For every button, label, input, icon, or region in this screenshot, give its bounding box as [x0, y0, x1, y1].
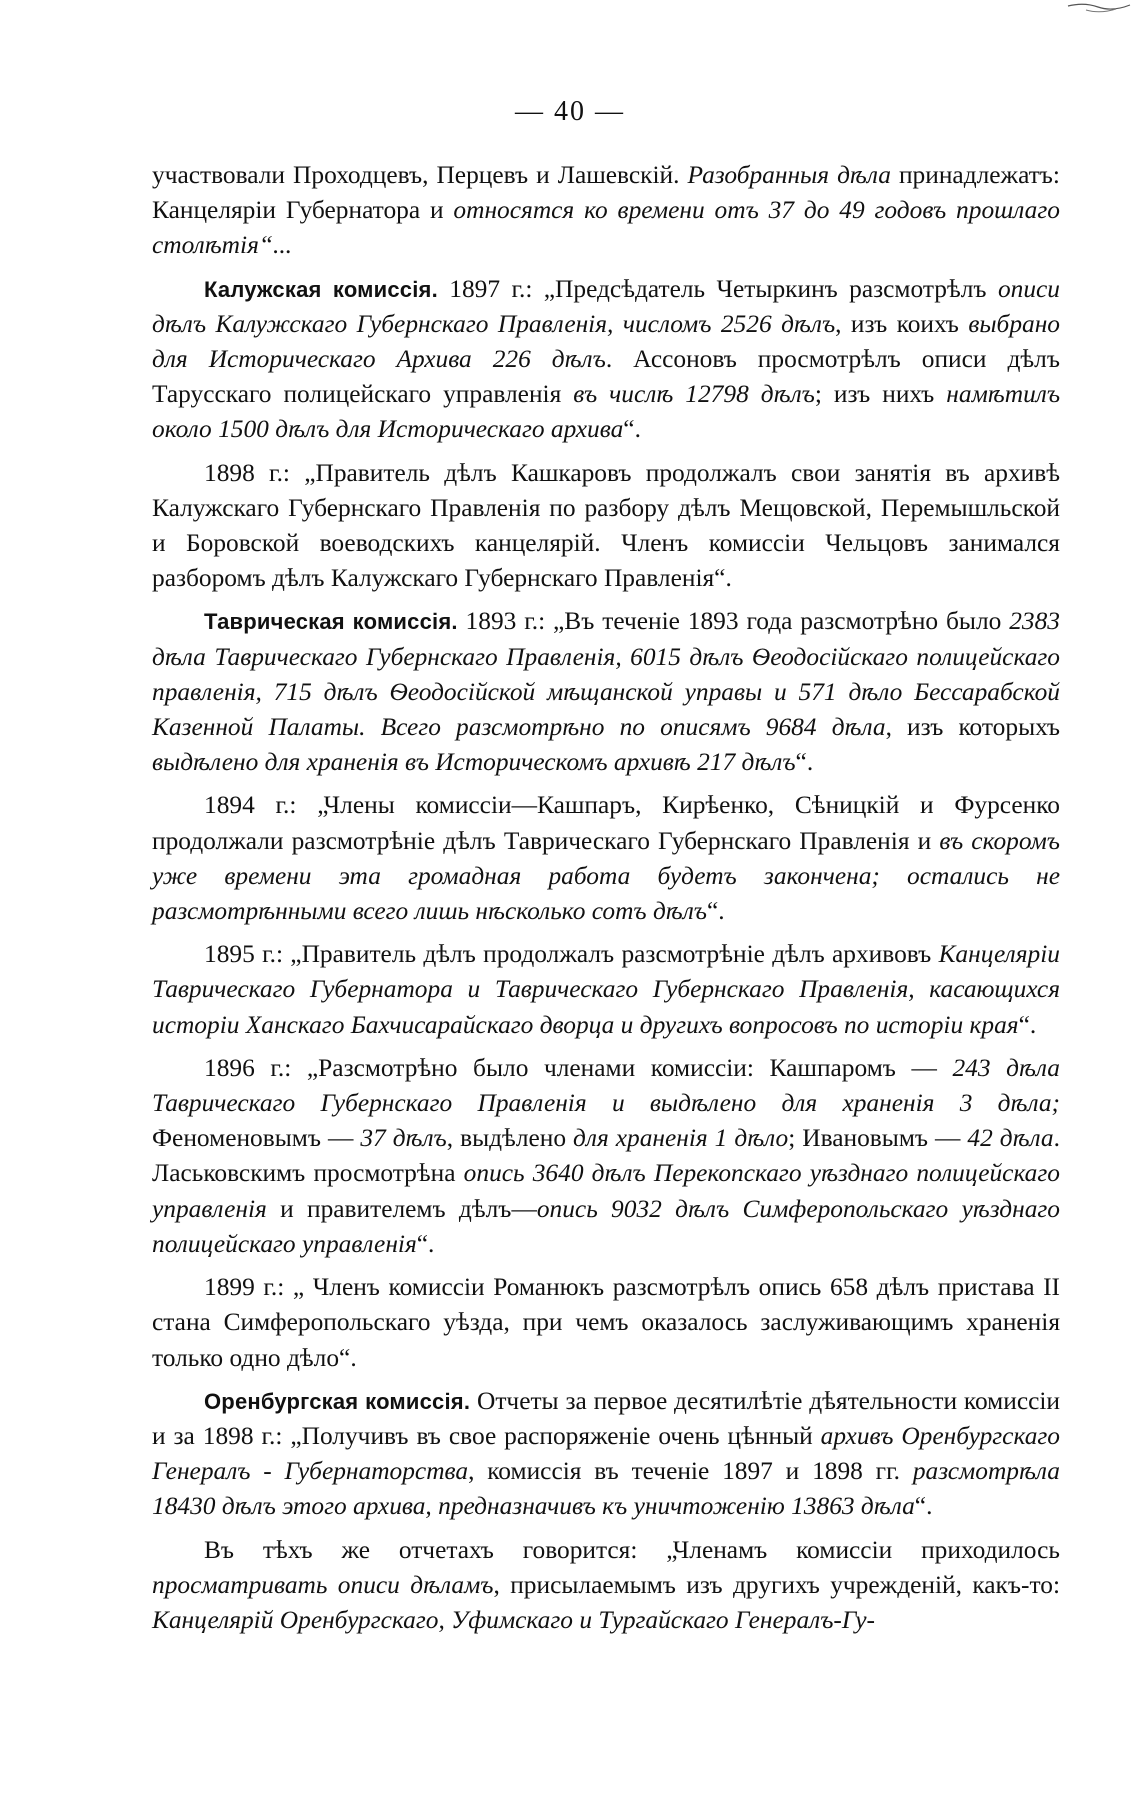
- paragraph: [152, 604, 1060, 780]
- text-run: принадлежатъ: Канцеляріи Губернатора и: [152, 161, 1060, 225]
- page-body: [152, 158, 1060, 1646]
- italic-run: 42 дѣла: [967, 1124, 1054, 1153]
- text-run: , комиссія въ теченіе 1897 и 1898 гг.: [468, 1457, 913, 1486]
- paragraph: [152, 937, 1060, 1043]
- page-number: — 40 —: [515, 96, 625, 127]
- italic-run: Канцелярій Оренбургскаго, Уфимскаго и Тургайскаго Генералъ-Гу-: [152, 1605, 875, 1634]
- text-run: . Ласьковскимъ просмотрѣна: [152, 1124, 1060, 1188]
- paragraph: [152, 1533, 1060, 1639]
- corner-ink-smudge: [1064, 0, 1134, 18]
- paragraph: [152, 1051, 1060, 1262]
- italic-run: въ скоромъ уже времени эта громадная работа будетъ закончена; остались не разсмотрѣнными всего лишь нѣсколько сотъ дѣлъ: [152, 826, 1060, 926]
- text-run: , изъ коихъ: [835, 309, 969, 338]
- text-run: 1899 г.: „ Членъ комиссіи Романюкъ разсмотрѣлъ опись 658 дѣлъ пристава II стана Симферопольскаго уѣзда, при чемъ оказалось заслуживающимъ храненія только одно дѣло“.: [152, 1273, 1060, 1372]
- text-run: 1898 г.: „Правитель дѣлъ Кашкаровъ продолжалъ свои занятія въ архивѣ Калужскаго Губернскаго Правленія по разбору дѣлъ Мещовской, Перемышльской и Боровской воеводскихъ канцелярій. Членъ комиссіи Чельцовъ занимался разборомъ дѣлъ Калужскаго Губернскаго Правленія“.: [152, 458, 1060, 593]
- text-run: 1897 г.: „Предсѣдатель Четыркинъ разсмотрѣлъ: [437, 274, 998, 303]
- italic-run: намѣтилъ около 1500 дѣлъ для Историческаго архива: [152, 380, 1061, 444]
- text-run: “.: [416, 1229, 435, 1258]
- italic-run: 37 дѣлъ: [360, 1124, 447, 1153]
- text-run: . Ассоновъ просмотрѣлъ описи дѣлъ Тарусскаго полицейскаго управленія: [152, 345, 1060, 409]
- italic-run: Разобранныя дѣла: [687, 161, 891, 189]
- italic-run: 243 дѣла Таврическаго Губернскаго Правленія и выдѣлено для храненія 3 дѣла;: [152, 1053, 1060, 1118]
- text-run: ; изъ нихъ: [814, 380, 947, 409]
- paragraph: [152, 456, 1060, 597]
- italic-run: выдѣлено для храненія въ Историческомъ архивѣ 217 дѣлъ: [152, 748, 796, 777]
- italic-run: 2383 дѣла Таврическаго Губернскаго Правленія, 6015 дѣлъ Ѳеодосійскаго полицейскаго правленія, 715 дѣлъ Ѳеодосійской мѣщанской управы и 571 дѣло Бессарабской Казенной Палаты. Всего разсмотрѣно по описямъ 9684 дѣла: [152, 607, 1060, 742]
- text-run: “.: [795, 748, 814, 777]
- text-run: “.: [914, 1492, 933, 1521]
- paragraph: [152, 1384, 1060, 1525]
- italic-run: Канцеляріи Таврическаго Губернатора и Таврическаго Губернскаго Правленія, касающихся исторіи Ханскаго Бахчисарайскаго дворца и другихъ вопросовъ по исторіи края: [152, 940, 1060, 1039]
- italic-run: опись 3640 дѣлъ Перекопскаго уѣзднаго полицейскаго управленія: [152, 1159, 1060, 1223]
- text-run: , выдѣлено: [446, 1124, 574, 1153]
- paragraph: [152, 272, 1060, 448]
- italic-run: архивъ Оренбургскаго Генералъ - Губернаторства: [152, 1421, 1060, 1486]
- paragraph: [152, 1270, 1060, 1376]
- italic-run: просматривать описи дѣламъ: [152, 1570, 494, 1599]
- text-run: 1894 г.: „Члены комиссіи—Кашпаръ, Кирѣенко, Сѣницкій и Фурсенко продолжали разсмотрѣніе дѣлъ Таврическаго Губернскаго Правленія и: [152, 791, 1060, 855]
- italic-run: выбрано для Историческаго Архива 226 дѣлъ: [152, 309, 1060, 374]
- italic-run: для храненія 1 дѣло: [573, 1124, 789, 1153]
- text-run: ; Ивановымъ —: [788, 1124, 968, 1153]
- italic-run: въ числѣ 12798 дѣлъ: [573, 380, 815, 409]
- italic-run: относятся ко времени отъ 37 до 49 годовъ прошлаго столѣтія“...: [152, 196, 1060, 260]
- text-run: , присылаемымъ изъ другихъ учрежденій, какъ-то:: [493, 1570, 1060, 1599]
- text-run: Отчеты за первое десятилѣтіе дѣятельности комиссіи и за 1898 г.: „Получивъ въ свое распоряженіе очень цѣнный: [152, 1386, 1060, 1450]
- section-heading: Оренбургская комиссія.: [204, 1388, 471, 1414]
- text-run: участвовали Проходцевъ, Перцевъ и Лашевскій.: [152, 161, 688, 189]
- text-run: “.: [623, 415, 641, 444]
- text-run: Феноменовымъ —: [152, 1124, 361, 1153]
- text-run: 1896 г.: „Разсмотрѣно было членами комиссіи: Кашпаромъ —: [204, 1053, 953, 1082]
- text-run: Въ тѣхъ же отчетахъ говорится: „Членамъ комиссіи приходилось: [204, 1535, 1060, 1564]
- paragraph: [152, 788, 1060, 929]
- italic-run: разсмотрѣла 18430 дѣлъ этого архива, предназначивъ къ уничтоженію 13863 дѣла: [152, 1457, 1061, 1521]
- italic-run: опись 9032 дѣлъ Симферопольскаго уѣзднаго полицейскаго управленія: [152, 1194, 1060, 1258]
- text-run: “.: [1018, 1010, 1037, 1039]
- paragraph: [152, 158, 1060, 264]
- italic-run: описи дѣлъ Калужскаго Губернскаго Правленія, числомъ 2526 дѣлъ: [152, 274, 1060, 338]
- section-heading: Таврическая комиссія.: [204, 609, 458, 635]
- section-heading: Калужская комиссія.: [204, 276, 438, 302]
- text-run: 1895 г.: „Правитель дѣлъ продолжалъ разсмотрѣніе дѣлъ архивовъ: [204, 940, 939, 969]
- text-run: “.: [707, 897, 725, 926]
- text-run: 1893 г.: „Въ теченіе 1893 года разсмотрѣно было: [457, 607, 1010, 636]
- text-run: и правителемъ дѣлъ—: [266, 1194, 537, 1223]
- text-run: , изъ которыхъ: [885, 713, 1060, 742]
